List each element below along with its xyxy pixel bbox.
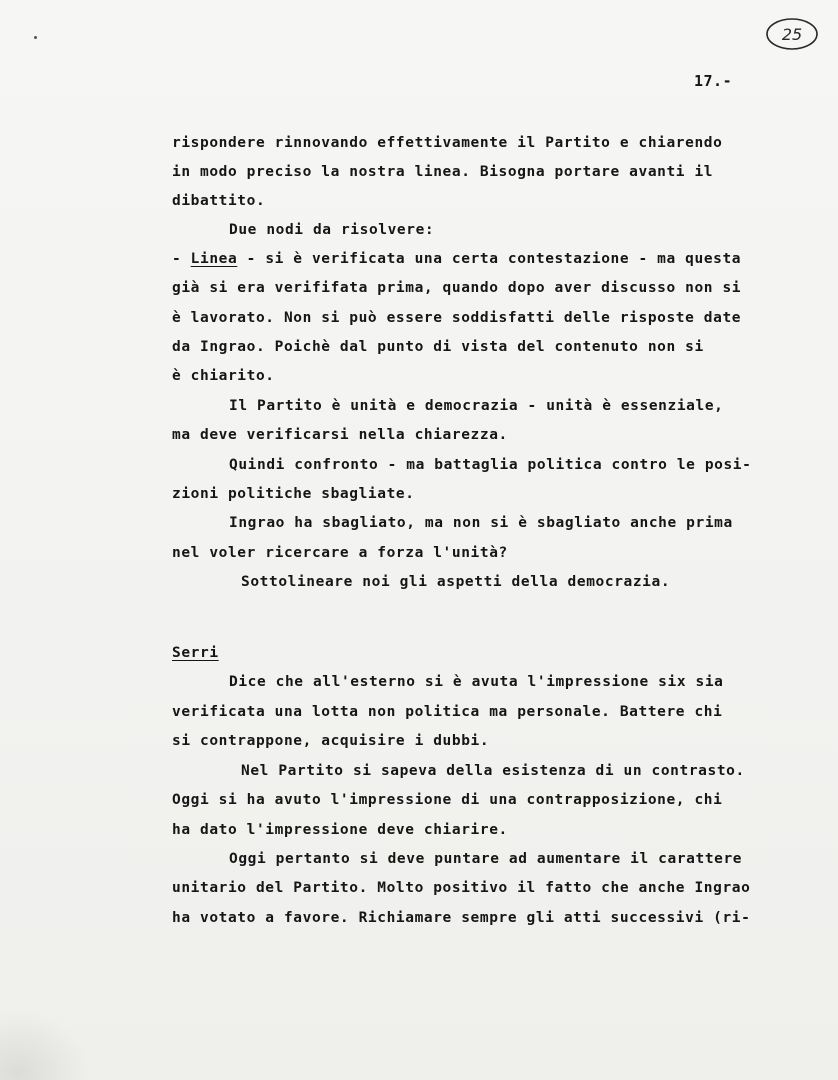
text-line: Quindi confronto - ma battaglia politica contro le posi-: [229, 457, 752, 473]
text-line: è lavorato. Non si può essere soddisfatti delle risposte date: [172, 310, 742, 326]
paper-corner-shadow: [0, 1010, 90, 1080]
text-line: ma deve verificarsi nella chiarezza.: [172, 427, 508, 443]
ink-speck: [34, 36, 37, 39]
text-run: - si è verificata una certa contestazione - ma questa: [237, 251, 742, 267]
handwritten-folio-mark: [765, 16, 819, 52]
text-line: Oggi pertanto si deve puntare ad aumentare il carattere: [229, 851, 743, 867]
folio-number: 25: [781, 25, 803, 44]
circled-number-icon: [765, 16, 819, 52]
text-line: in modo preciso la nostra linea. Bisogna portare avanti il: [172, 164, 714, 180]
text-line: Oggi si ha avuto l'impressione di una contrapposizione, chi: [172, 792, 723, 808]
text-line: Due nodi da risolvere:: [229, 222, 435, 238]
page-number: 17.-: [694, 72, 733, 90]
speaker-heading: Serri: [172, 645, 219, 661]
text-line: unitario del Partito. Molto positivo il fatto che anche Ingrao: [172, 880, 751, 896]
text-line: zioni politiche sbagliate.: [172, 486, 415, 502]
text-line: da Ingrao. Poichè dal punto di vista del contenuto non si: [172, 339, 704, 355]
text-line: Il Partito è unità e democrazia - unità è essenziale,: [229, 398, 724, 414]
text-line: Ingrao ha sbagliato, ma non si è sbagliato anche prima: [229, 515, 733, 531]
text-line: nel voler ricercare a forza l'unità?: [172, 545, 508, 561]
text-line: è chiarito.: [172, 368, 275, 384]
text-line: Sottolineare noi gli aspetti della democrazia.: [241, 574, 671, 590]
text-line: verificata una lotta non politica ma personale. Battere chi: [172, 704, 723, 720]
text-line: [172, 250, 741, 268]
text-line: rispondere rinnovando effettivamente il Partito e chiarendo: [172, 135, 723, 151]
text-line: ha dato l'impressione deve chiarire.: [172, 822, 508, 838]
text-line: dibattito.: [172, 193, 266, 209]
dash: -: [172, 251, 191, 267]
text-line: Dice che all'esterno si è avuta l'impressione six sia: [229, 674, 724, 690]
text-line: già si era verififata prima, quando dopo aver discusso non si: [172, 280, 742, 296]
text-line: si contrappone, acquisire i dubbi.: [172, 733, 490, 749]
text-line: Nel Partito si sapeva della esistenza di un contrasto.: [241, 763, 745, 779]
underlined-heading-linea: Linea: [190, 251, 238, 267]
text-line: ha votato a favore. Richiamare sempre gli atti successivi (ri-: [172, 910, 751, 926]
